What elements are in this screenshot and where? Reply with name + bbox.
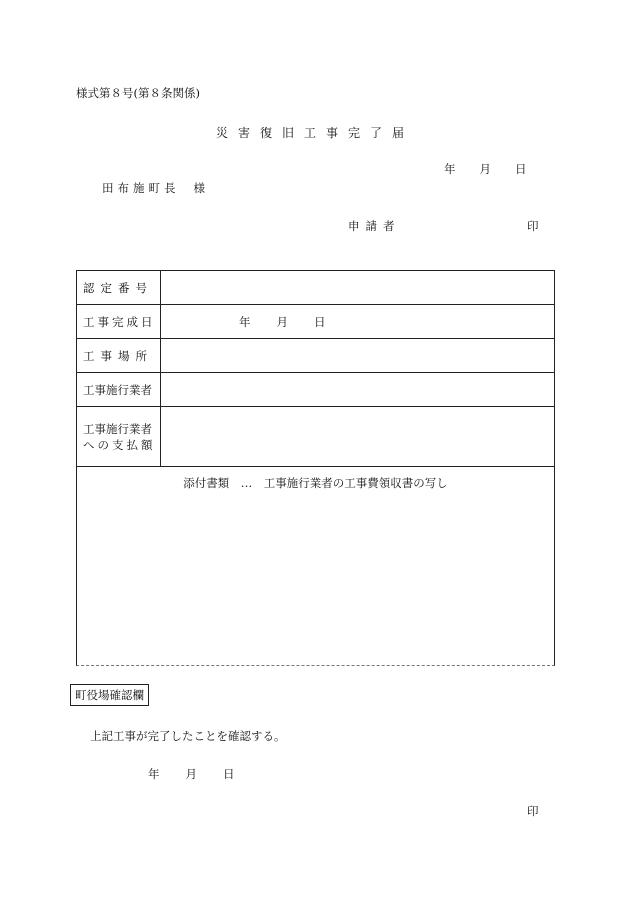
row-label: 工事完成日 (77, 305, 161, 338)
month-label: 月 (479, 162, 491, 176)
row-label: 認定番号 (77, 271, 161, 304)
day-label: 日 (314, 314, 326, 329)
addressee-honorific: 様 (193, 181, 209, 195)
row-label-line1: 工事施行業者 (83, 421, 152, 436)
confirmation-seal-mark: 印 (527, 804, 539, 818)
month-label: 月 (185, 767, 197, 781)
table-row-contractor (77, 373, 554, 407)
row-label: 工事施行業者 (77, 373, 161, 406)
confirmation-date (148, 766, 235, 782)
addressee (102, 180, 209, 196)
table-row-certification-number (77, 271, 554, 305)
row-label (77, 407, 161, 466)
day-label: 日 (223, 767, 235, 781)
year-label: 年 (148, 767, 160, 781)
submission-date (444, 161, 527, 177)
document-title: 災害復旧工事完了届 (215, 126, 414, 140)
completion-date (239, 314, 326, 330)
addressee-name: 田布施町長 (102, 181, 180, 195)
contractor-field[interactable] (161, 373, 554, 406)
applicant-seal-mark: 印 (527, 219, 539, 233)
row-label-line2: への支払額 (83, 437, 156, 452)
work-location-field[interactable] (161, 339, 554, 372)
certification-number-field[interactable] (161, 271, 554, 304)
attachment-note: 添付書類 … 工事施行業者の工事費領収書の写し (183, 476, 448, 490)
table-row-work-location (77, 339, 554, 373)
applicant-label: 申請者 (348, 219, 401, 233)
completion-date-field[interactable] (161, 305, 554, 338)
table-row-completion-date (77, 305, 554, 339)
row-label: 工事場所 (77, 339, 161, 372)
form-number: 様式第８号(第８条関係) (76, 86, 200, 100)
payment-amount-field[interactable] (161, 407, 554, 466)
day-label: 日 (515, 162, 527, 176)
application-table (76, 270, 555, 666)
month-label: 月 (276, 314, 288, 329)
table-row-payment-amount (77, 407, 554, 467)
town-office-confirmation-box: 町役場確認欄 (70, 684, 149, 706)
year-label: 年 (444, 162, 456, 176)
confirmation-statement: 上記工事が完了したことを確認する。 (90, 729, 286, 743)
year-label: 年 (239, 314, 251, 329)
